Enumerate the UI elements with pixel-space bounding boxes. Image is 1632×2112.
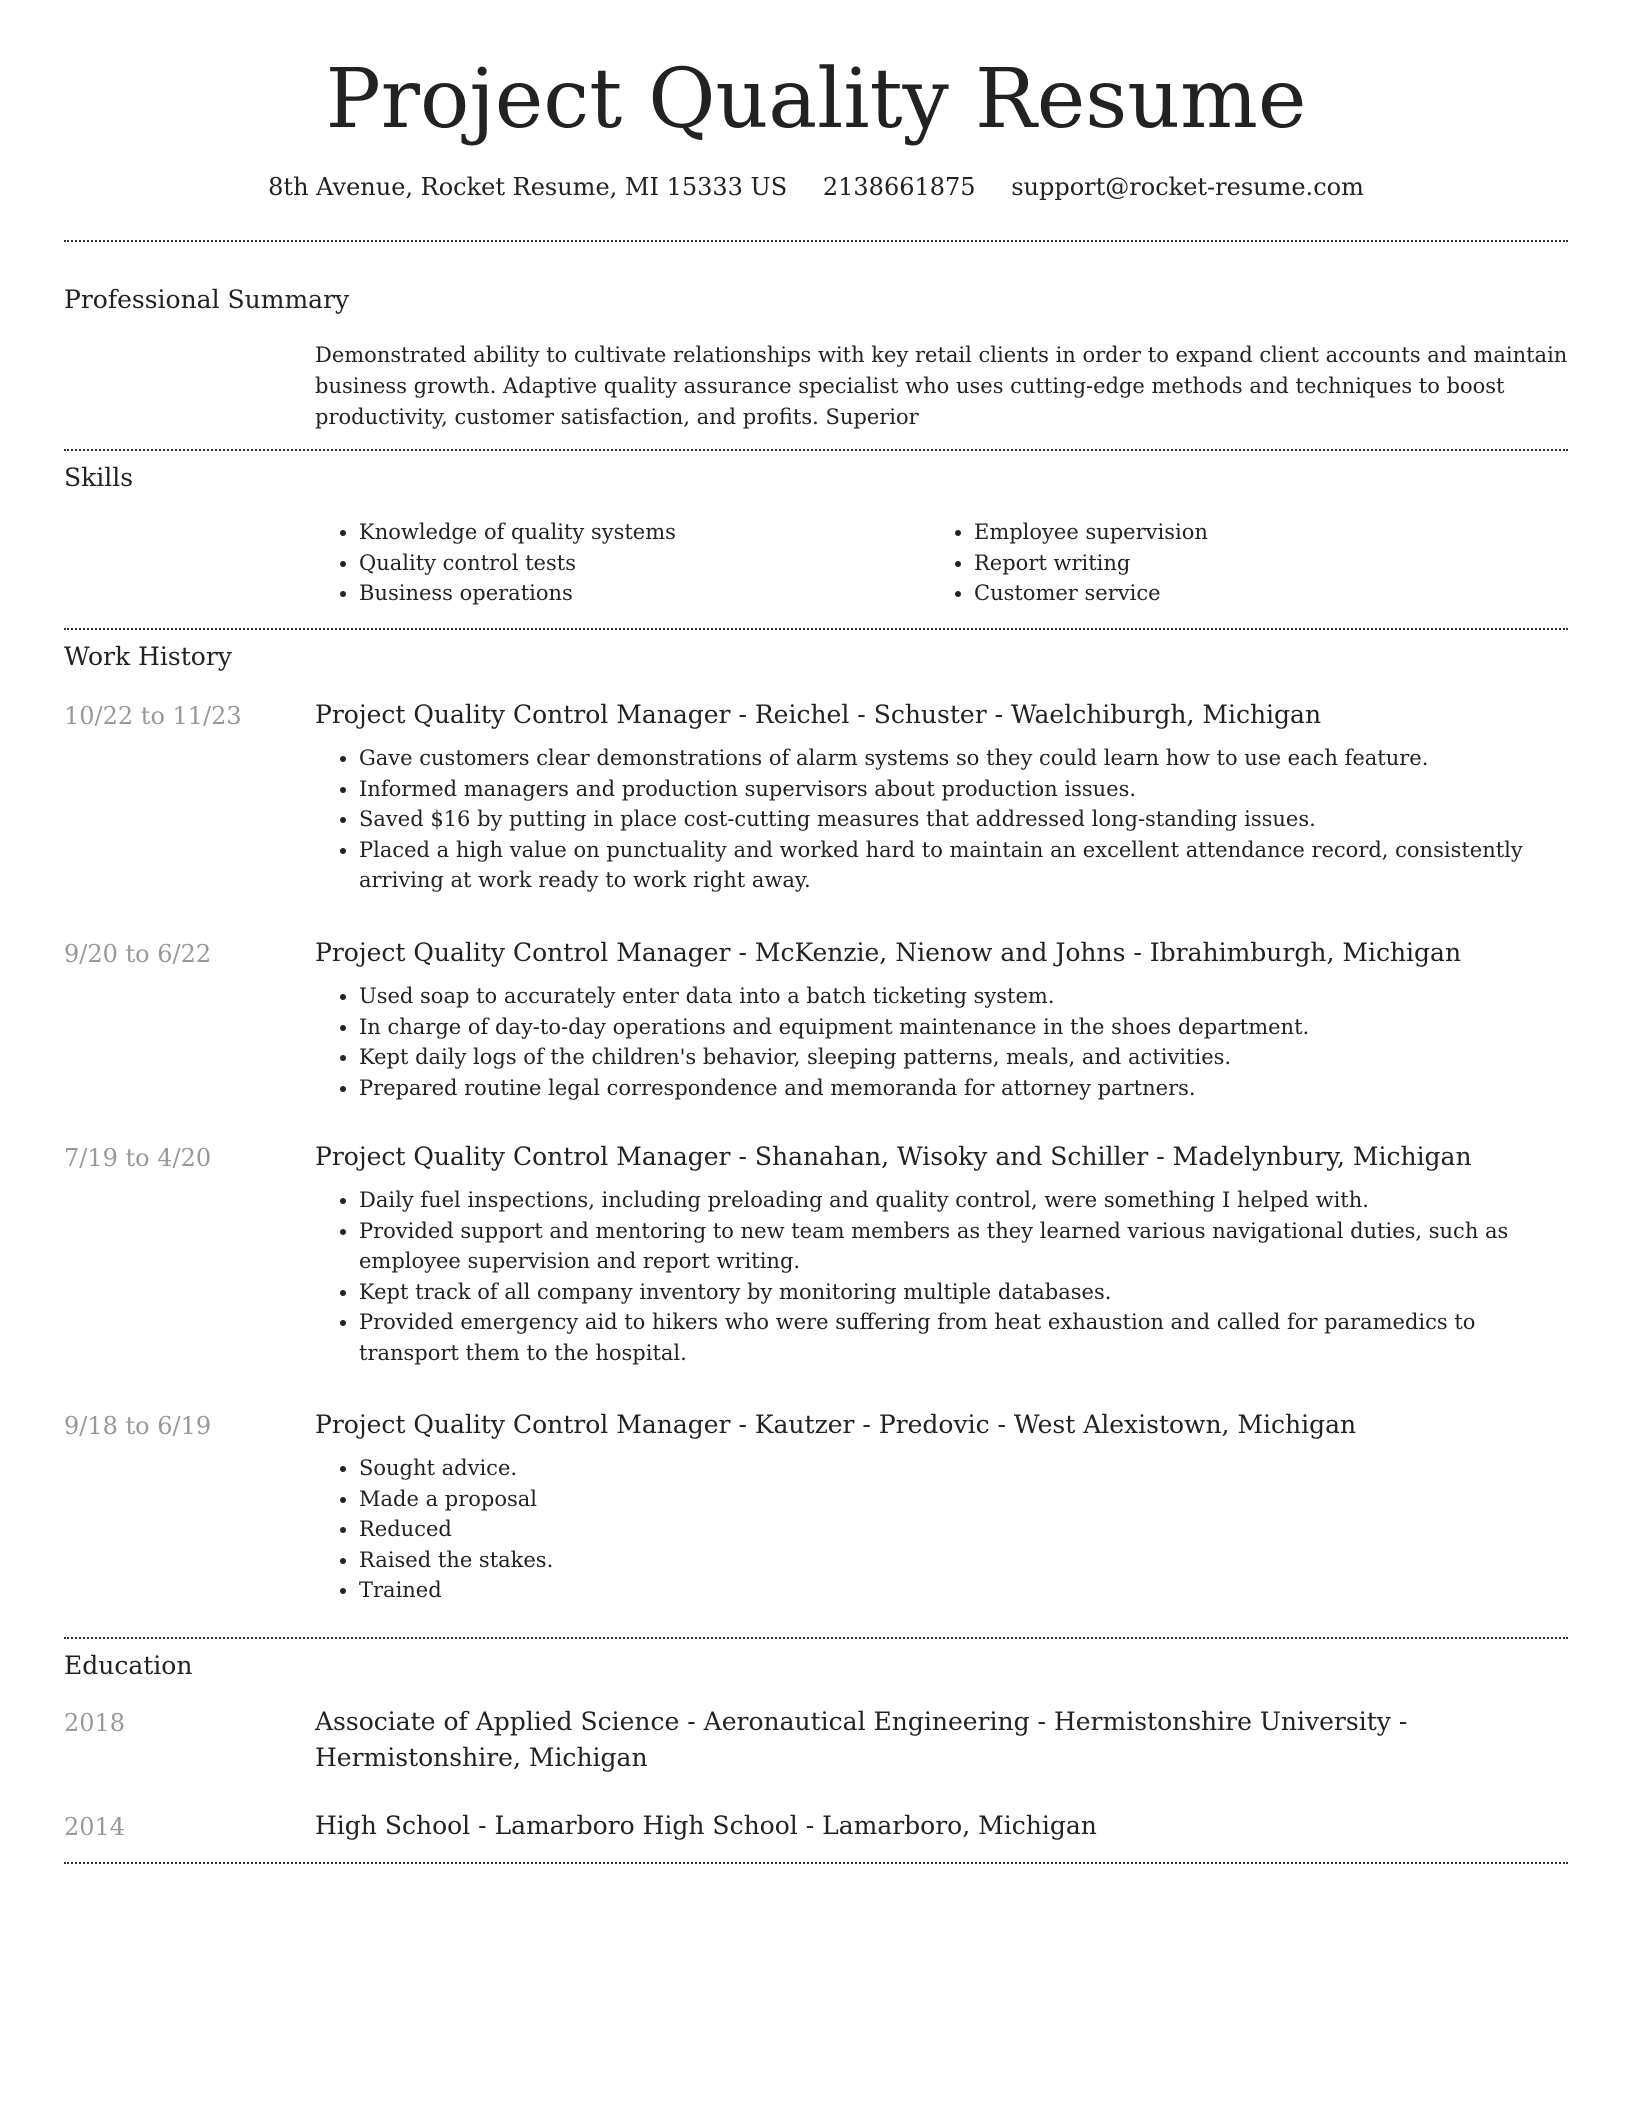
job-heading: Project Quality Control Manager - Kautzer - Predovic - West Alexistown, Michigan bbox=[315, 1410, 1357, 1439]
section-divider bbox=[64, 449, 1568, 451]
contact-line bbox=[64, 170, 1568, 204]
job-bullet: • Sought advice. bbox=[359, 1453, 1568, 1484]
job-entry bbox=[315, 697, 1568, 896]
job-entry bbox=[315, 935, 1568, 1103]
education-heading-text: High School - Lamarboro High School - Lamarboro, Michigan bbox=[315, 1811, 1097, 1840]
job-bullet: • Trained bbox=[359, 1575, 1568, 1606]
job-bullet: • In charge of day-to-day operations and equipment maintenance in the shoes department. bbox=[359, 1012, 1568, 1043]
job-dates: 9/18 to 6/19 bbox=[64, 1412, 212, 1440]
job-bullet: • Kept track of all company inventory by monitoring multiple databases. bbox=[359, 1277, 1568, 1308]
job-bullet: • Reduced bbox=[359, 1514, 1568, 1545]
skill-item: • Employee supervision bbox=[974, 517, 1530, 548]
job-bullet: • Used soap to accurately enter data into a batch ticketing system. bbox=[359, 981, 1568, 1012]
job-entry bbox=[315, 1407, 1568, 1606]
job-bullet: • Prepared routine legal correspondence and memoranda for attorney partners. bbox=[359, 1073, 1568, 1104]
skill-item: • Quality control tests bbox=[359, 548, 915, 579]
section-divider bbox=[64, 1862, 1568, 1864]
job-bullet: • Made a proposal bbox=[359, 1484, 1568, 1515]
education-heading-text: Associate of Applied Science - Aeronautical Engineering - Hermistonshire University - Hermistonshire, Michigan bbox=[315, 1707, 1408, 1772]
job-dates: 10/22 to 11/23 bbox=[64, 702, 242, 730]
summary-body bbox=[315, 340, 1568, 433]
contact-email: support@rocket-resume.com bbox=[1011, 173, 1364, 201]
job-bullet: • Saved $16 by putting in place cost-cutting measures that addressed long-standing issues. bbox=[359, 804, 1568, 835]
skills-right-column bbox=[930, 517, 1530, 609]
section-divider bbox=[64, 1637, 1568, 1639]
job-bullet: • Placed a high value on punctuality and worked hard to maintain an excellent attendance record, consistently arriving at work ready to work right away. bbox=[359, 835, 1568, 896]
summary-heading: Professional Summary bbox=[64, 285, 350, 314]
job-bullet: • Provided support and mentoring to new team members as they learned various navigational duties, such as employee supervision and report writing. bbox=[359, 1216, 1568, 1277]
job-bullet: • Daily fuel inspections, including preloading and quality control, were something I helped with. bbox=[359, 1185, 1568, 1216]
contact-address: 8th Avenue, Rocket Resume, MI 15333 US bbox=[268, 173, 788, 201]
contact-phone: 2138661875 bbox=[822, 173, 976, 201]
skills-heading: Skills bbox=[64, 463, 134, 492]
skill-item: • Customer service bbox=[974, 578, 1530, 609]
education-year: 2014 bbox=[64, 1813, 126, 1841]
education-entry bbox=[315, 1704, 1568, 1776]
job-dates: 9/20 to 6/22 bbox=[64, 940, 212, 968]
job-dates: 7/19 to 4/20 bbox=[64, 1144, 212, 1172]
skill-item: • Knowledge of quality systems bbox=[359, 517, 915, 548]
job-bullet: • Kept daily logs of the children's behavior, sleeping patterns, meals, and activities. bbox=[359, 1042, 1568, 1073]
job-bullet: • Gave customers clear demonstrations of alarm systems so they could learn how to use each feature. bbox=[359, 743, 1568, 774]
job-heading: Project Quality Control Manager - Reichel - Schuster - Waelchiburgh, Michigan bbox=[315, 700, 1322, 729]
skill-item: • Business operations bbox=[359, 578, 915, 609]
skill-item: • Report writing bbox=[974, 548, 1530, 579]
work-heading: Work History bbox=[64, 642, 232, 671]
education-heading: Education bbox=[64, 1651, 193, 1680]
job-heading: Project Quality Control Manager - Shanahan, Wisoky and Schiller - Madelynbury, Michigan bbox=[315, 1142, 1472, 1171]
skills-left-column bbox=[315, 517, 915, 609]
education-entry bbox=[315, 1808, 1568, 1844]
job-bullet: • Raised the stakes. bbox=[359, 1545, 1568, 1576]
resume-name: Project Quality Resume bbox=[325, 52, 1307, 147]
section-divider bbox=[64, 240, 1568, 242]
job-bullet: • Informed managers and production supervisors about production issues. bbox=[359, 774, 1568, 805]
job-entry bbox=[315, 1139, 1568, 1368]
summary-text: Demonstrated ability to cultivate relationships with key retail clients in order to expand client accounts and maintain business growth. Adaptive quality assurance specialist who uses cutting-edge methods and techniques to boost productivity, customer satisfaction, and profits. Superior bbox=[315, 343, 1568, 429]
education-year: 2018 bbox=[64, 1709, 126, 1737]
section-divider bbox=[64, 628, 1568, 630]
job-bullet: • Provided emergency aid to hikers who were suffering from heat exhaustion and called for paramedics to transport them to the hospital. bbox=[359, 1307, 1568, 1368]
job-heading: Project Quality Control Manager - McKenzie, Nienow and Johns - Ibrahimburgh, Michigan bbox=[315, 938, 1462, 967]
